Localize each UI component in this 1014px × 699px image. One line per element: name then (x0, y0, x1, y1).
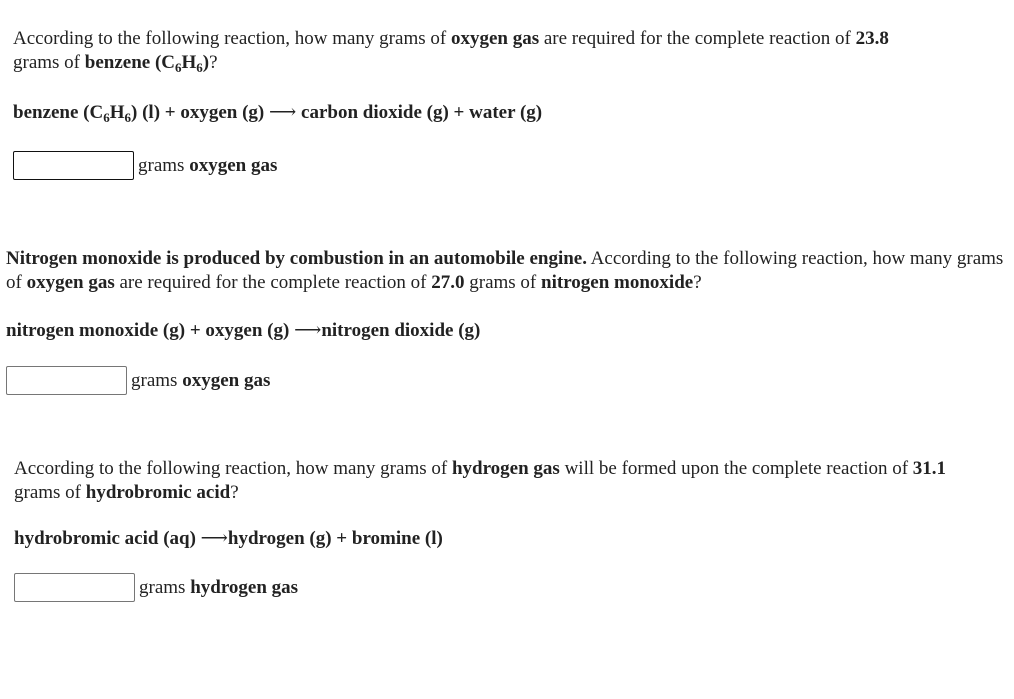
highlight-nitrogen-monoxide: nitrogen monoxide (541, 272, 694, 293)
highlight-intro: Nitrogen monoxide is produced by combustion in an automobile engine. (6, 248, 587, 269)
question-2-equation (6, 319, 480, 343)
answer-unit-3: grams hydrogen gas (139, 576, 299, 598)
highlight-hydrogen-gas: hydrogen gas (451, 458, 560, 479)
question-3-equation (14, 527, 443, 551)
equation-products: hydrogen (g) + bromine (l) (227, 528, 443, 549)
reaction-arrow-icon: ⟶ (269, 102, 297, 123)
answer-unit-1: grams oxygen gas (138, 154, 278, 176)
question-2-answer-row (6, 366, 270, 395)
equation-products: carbon dioxide (g) + water (g) (296, 102, 543, 123)
question-3 (14, 457, 1012, 505)
answer-input-1[interactable] (13, 151, 134, 180)
question-1-answer-row (13, 151, 277, 180)
highlight-mass: 31.1 (912, 458, 947, 479)
answer-unit-2: grams oxygen gas (131, 369, 271, 391)
question-1-equation (13, 101, 542, 125)
highlight-oxygen-gas: oxygen gas (26, 272, 115, 293)
highlight-benzene: benzene $(C_6H_6)$ (84, 52, 210, 75)
reaction-arrow-icon: ⟶ (294, 320, 322, 341)
question-3-text: According to the following reaction, how many grams of hydrogen gas will be formed upon the complete reaction of 31.1 grams of hydrobromic acid? (14, 458, 947, 503)
question-2-text: Nitrogen monoxide is produced by combustion in an automobile engine. According to the following reaction, how many grams of oxygen gas are required for the complete reaction of 27.0 grams of nitrogen monoxide? (6, 248, 1004, 293)
answer-input-2[interactable] (6, 366, 127, 395)
question-2 (6, 247, 1006, 295)
highlight-mass: 27.0 (431, 272, 465, 293)
equation-reactants: hydrobromic acid (aq) (14, 528, 201, 549)
equation-products: nitrogen dioxide (g) (321, 320, 481, 341)
highlight-hydrobromic-acid: hydrobromic acid (85, 482, 231, 503)
question-3-answer-row (14, 573, 298, 602)
equation-reactants: benzene $(C_6H_6) (l)$ + oxygen (g) (13, 102, 270, 125)
highlight-oxygen-gas: oxygen gas (450, 28, 540, 49)
highlight-mass: 23.8 (855, 28, 889, 49)
equation-reactants: nitrogen monoxide (g) + oxygen (g) (6, 320, 295, 341)
question-1 (13, 27, 1003, 75)
answer-input-3[interactable] (14, 573, 135, 602)
reaction-arrow-icon: ⟶ (200, 528, 228, 549)
question-1-text: According to the following reaction, how many grams of oxygen gas are required for the complete reaction of 23.8 grams of benzene $(C_6H_6)$? (13, 28, 889, 75)
